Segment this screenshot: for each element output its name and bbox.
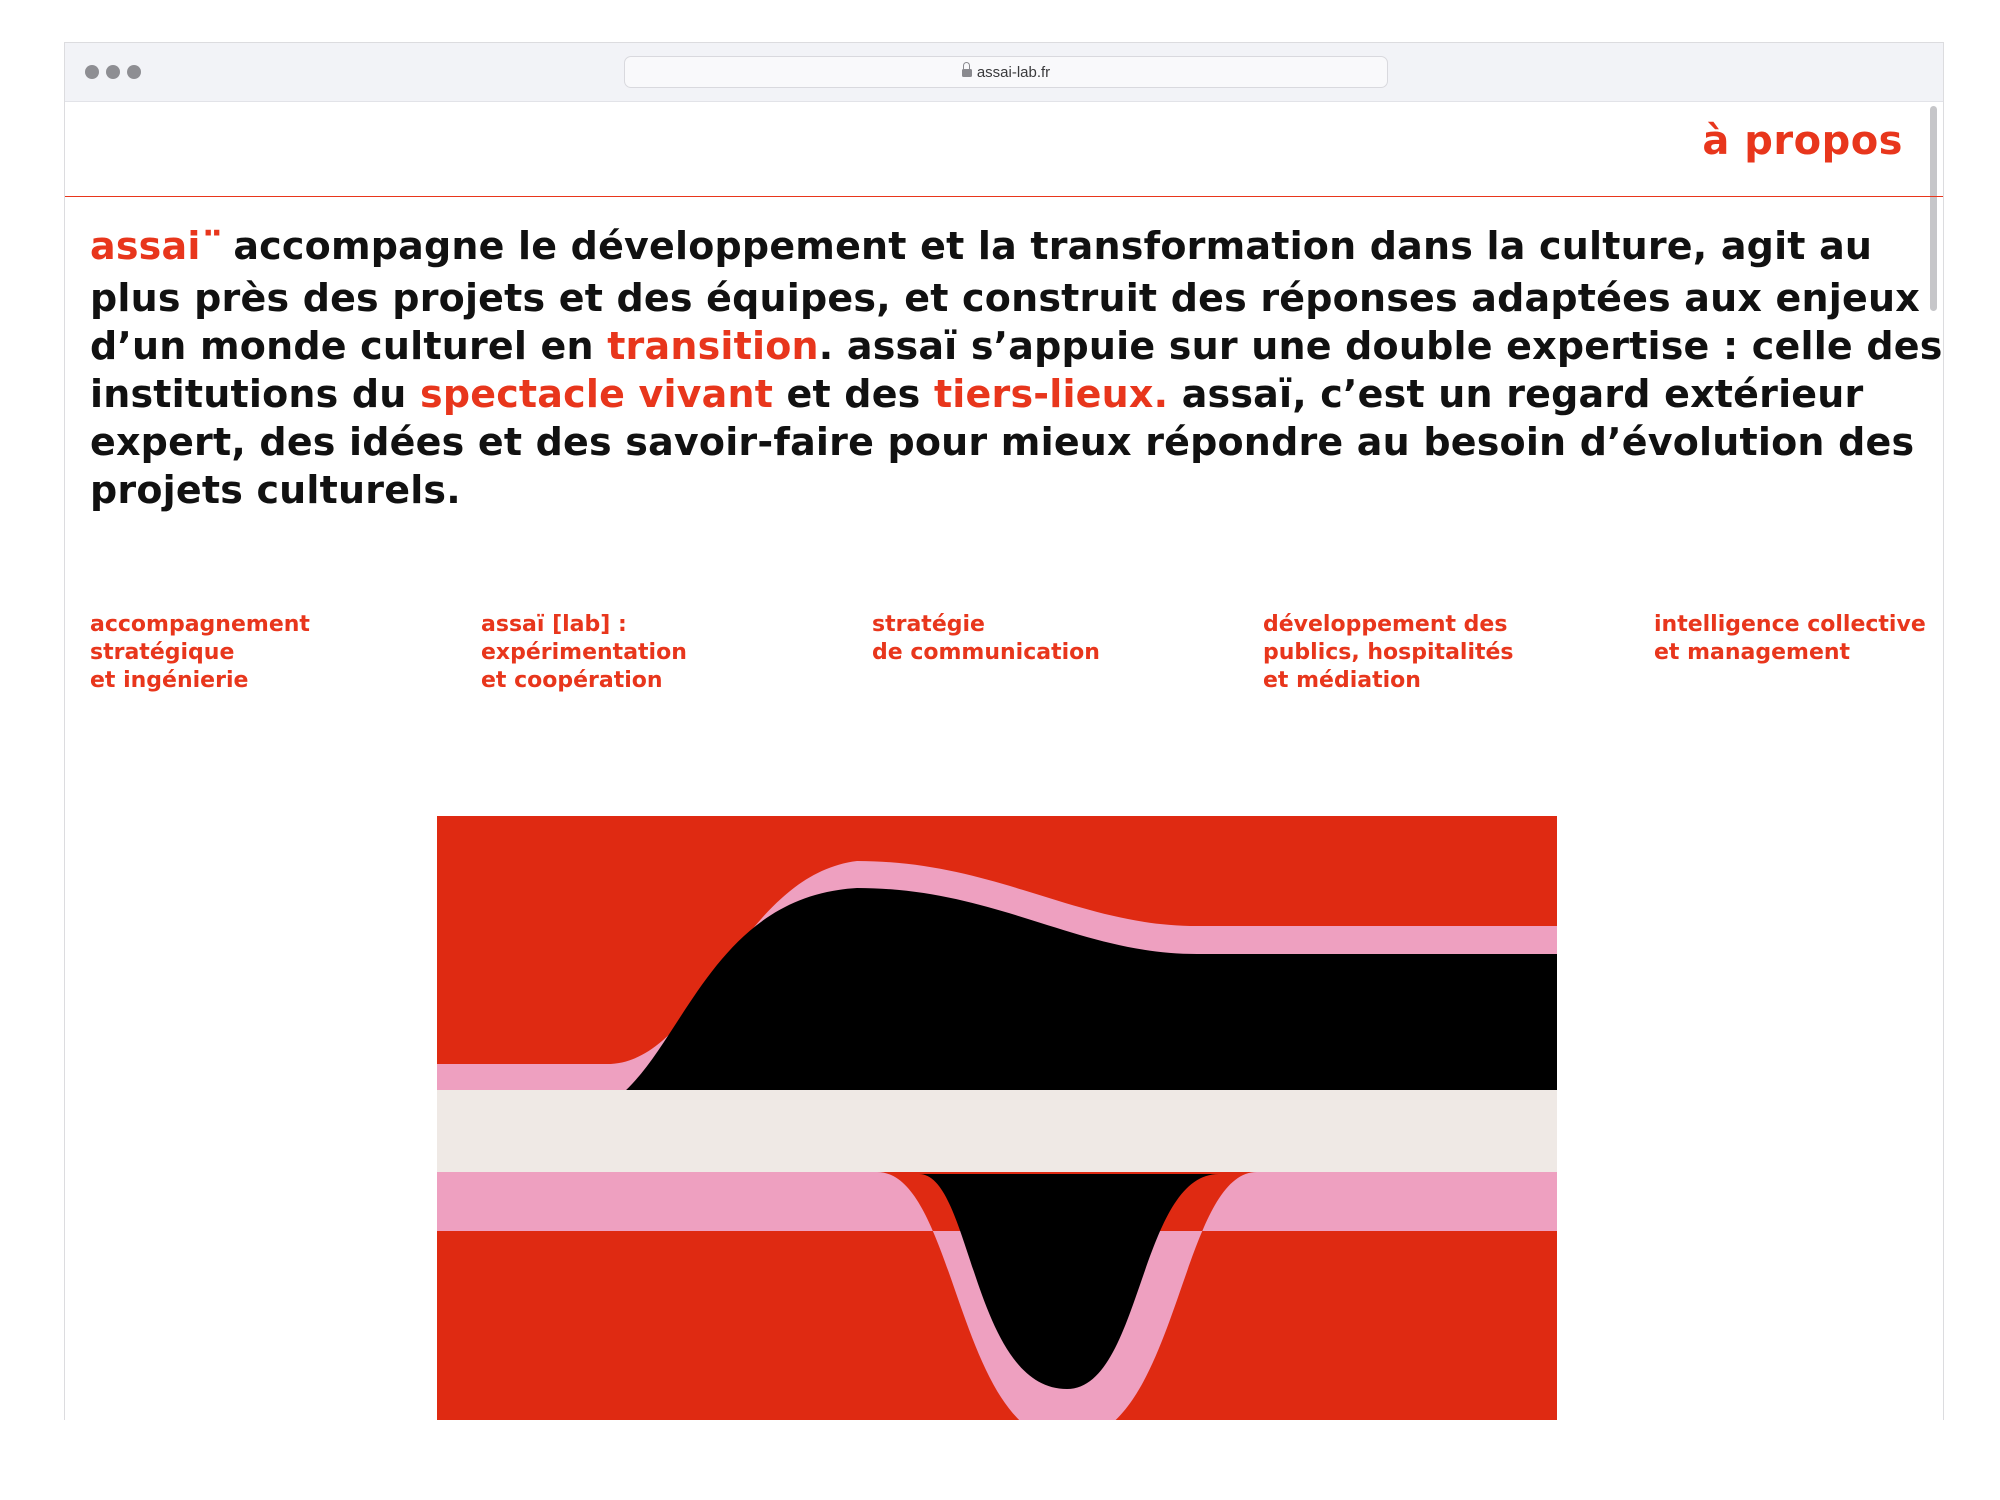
service-link-lab[interactable]: assaï [lab] : expérimentation et coopération bbox=[481, 612, 687, 693]
intro-text-3: et des bbox=[773, 372, 934, 416]
address-bar[interactable] bbox=[624, 56, 1388, 88]
highlight-spectacle-vivant: spectacle vivant bbox=[420, 372, 774, 416]
service-link-publics[interactable]: développement des publics, hospitalités et médiation bbox=[1263, 612, 1514, 693]
page-content bbox=[65, 102, 1943, 1420]
art-cream-band bbox=[437, 1090, 1557, 1172]
highlight-transition: transition bbox=[607, 324, 819, 368]
window-minimize-dot[interactable] bbox=[106, 65, 120, 79]
services-menu bbox=[90, 611, 1943, 701]
highlight-tiers-lieux: tiers-lieux. bbox=[933, 372, 1169, 416]
intro-text-2: . assaï s’appuie sur une double expertise : celle des institutions du bbox=[90, 324, 1943, 416]
service-link-accompagnement[interactable]: accompagnement stratégique et ingénierie bbox=[90, 612, 310, 693]
brand-logo: assai·· bbox=[90, 216, 220, 268]
lock-icon bbox=[962, 67, 971, 79]
intro-paragraph bbox=[90, 216, 1943, 514]
url-text: assai-lab.fr bbox=[976, 63, 1051, 81]
hero-illustration bbox=[437, 816, 1557, 1420]
window-close-dot[interactable] bbox=[85, 65, 99, 79]
abstract-wave-artwork bbox=[437, 816, 1557, 1420]
intro-text-1: accompagne le développement et la transformation dans la culture, agit au plus près des projets et des équipes, et construit des réponses adaptées aux enjeux d’un monde culturel en bbox=[90, 224, 1920, 368]
site-header bbox=[65, 102, 1943, 197]
nav-about-link[interactable]: à propos bbox=[1702, 118, 1903, 164]
service-link-communication[interactable]: stratégie de communication bbox=[872, 612, 1100, 665]
intro-text-4: assaï, c’est un regard extérieur expert, des idées et des savoir-faire pour mieux répondre au besoin d’évolution des projets culturels. bbox=[90, 372, 1915, 512]
browser-window bbox=[64, 42, 1944, 1420]
service-link-intelligence[interactable]: intelligence collective et management bbox=[1654, 612, 1926, 665]
window-zoom-dot[interactable] bbox=[127, 65, 141, 79]
browser-toolbar bbox=[65, 43, 1943, 102]
